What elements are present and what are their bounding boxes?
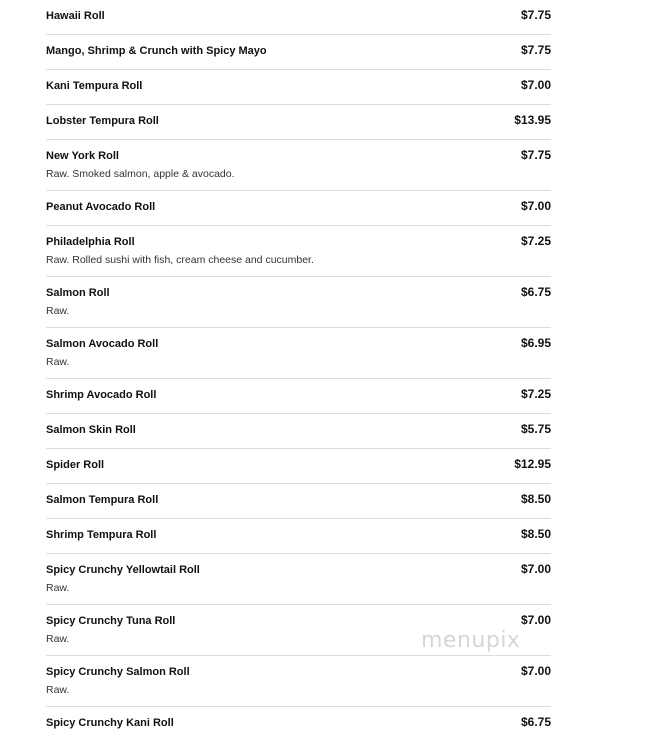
item-name: Salmon Roll [46,287,110,299]
item-price: $7.00 [520,613,551,627]
item-name: Mango, Shrimp & Crunch with Spicy Mayo [46,45,267,57]
item-name: Shrimp Tempura Roll [46,529,157,541]
item-description: Raw. Smoked salmon, apple & avocado. [46,168,235,180]
menupix-watermark: menupix [421,628,521,653]
item-name: Spicy Crunchy Kani Roll [46,717,174,729]
menu-item [46,277,551,328]
item-description: Raw. [46,305,70,317]
item-name: Kani Tempura Roll [46,80,143,92]
item-description: Raw. [46,684,70,696]
item-price: $7.00 [520,78,551,92]
menu-item [46,226,551,277]
item-price: $6.95 [520,336,551,350]
item-price: $7.25 [520,387,551,401]
item-description: Raw. [46,356,70,368]
menu-item [46,140,551,191]
menu-item [46,519,551,554]
item-description: Raw. [46,582,70,594]
menu-item [46,191,551,226]
item-price: $13.95 [514,113,551,127]
item-price: $8.50 [520,527,551,541]
item-price: $7.00 [520,562,551,576]
item-name: Spicy Crunchy Tuna Roll [46,615,176,627]
item-price: $12.95 [514,457,551,471]
menu-item [46,328,551,379]
item-name: Shrimp Avocado Roll [46,389,157,401]
item-price: $5.75 [520,422,551,436]
item-price: $7.75 [520,43,551,57]
menu-item [46,554,551,605]
item-price: $8.50 [520,492,551,506]
item-price: $6.75 [520,715,551,729]
item-name: Lobster Tempura Roll [46,115,159,127]
menu-item [46,414,551,449]
item-price: $6.75 [520,285,551,299]
menu-item [46,379,551,414]
menu-item [46,707,551,741]
item-name: Salmon Tempura Roll [46,494,159,506]
menu-item [46,70,551,105]
item-description: Raw. [46,633,70,645]
item-price: $7.25 [520,234,551,248]
item-name: New York Roll [46,150,119,162]
item-name: Peanut Avocado Roll [46,201,156,213]
menu-item [46,35,551,70]
item-name: Salmon Avocado Roll [46,338,159,350]
menu-item [46,484,551,519]
menu-item [46,656,551,707]
menu-item [46,105,551,140]
item-description: Raw. Rolled sushi with fish, cream cheese and cucumber. [46,254,314,266]
item-name: Hawaii Roll [46,10,105,22]
item-price: $7.00 [520,199,551,213]
item-price: $7.75 [520,148,551,162]
menu-item [46,449,551,484]
item-name: Spider Roll [46,459,105,471]
item-name: Philadelphia Roll [46,236,135,248]
item-price: $7.75 [520,8,551,22]
item-name: Spicy Crunchy Yellowtail Roll [46,564,200,576]
item-name: Spicy Crunchy Salmon Roll [46,666,190,678]
item-price: $7.00 [520,664,551,678]
item-name: Salmon Skin Roll [46,424,136,436]
menu-item [46,0,551,35]
